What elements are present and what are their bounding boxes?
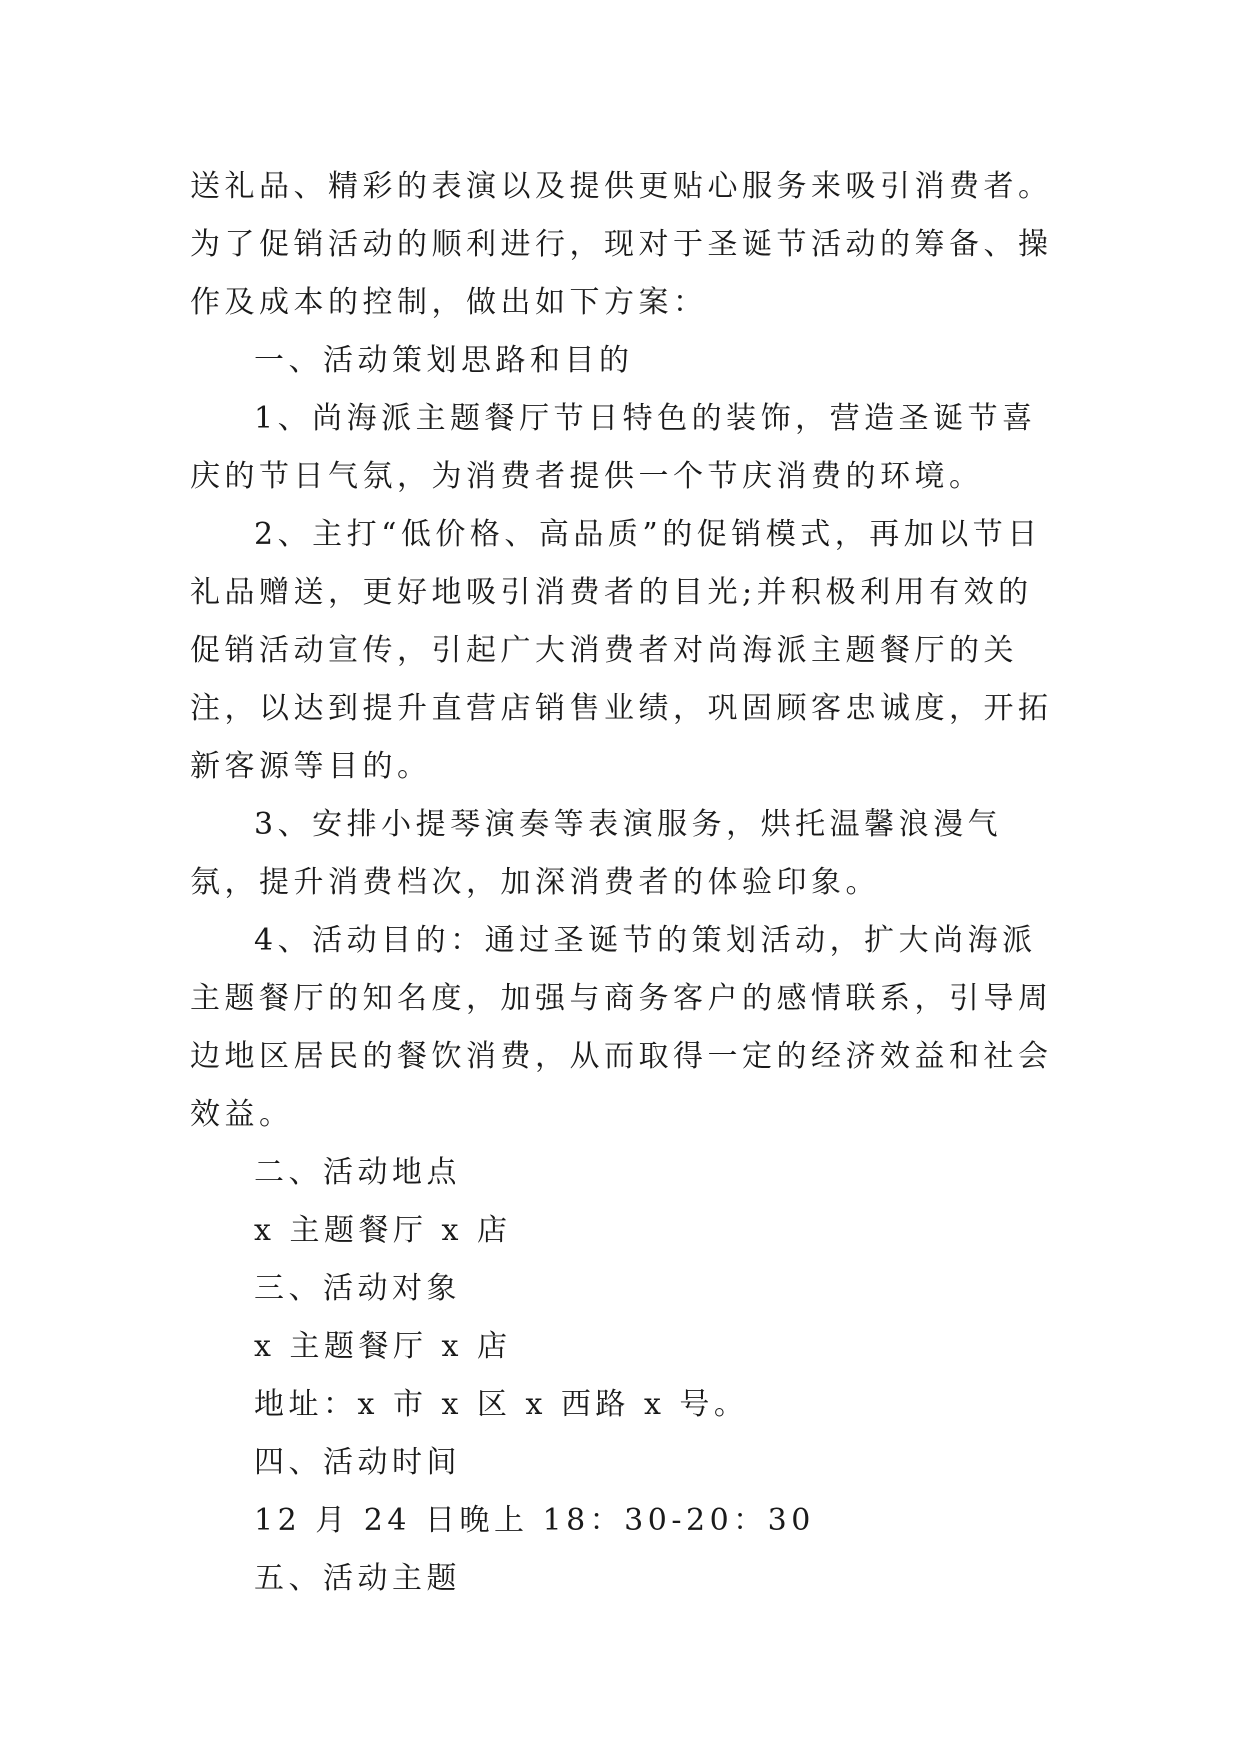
- heading-section-5: 五、活动主题: [254, 1561, 461, 1596]
- paragraph-time: 12 月 24 日晚上 18：30-20：30: [254, 1503, 815, 1538]
- document-body: [190, 158, 1060, 1608]
- paragraph-address: 地址：x 市 x 区 x 西路 x 号。: [254, 1387, 749, 1422]
- heading-section-4: 四、活动时间: [254, 1445, 461, 1480]
- paragraph-item-2: 2、主打“低价格、高品质”的促销模式，再加以节日礼品赠送，更好地吸引消费者的目光;并积极利用有效的促销活动宣传，引起广大消费者对尚海派主题餐厅的关注，以达到提升直营店销售业绩，巩固顾客忠诚度，开拓新客源等目的。: [190, 517, 1053, 784]
- heading-section-3: 三、活动对象: [254, 1271, 461, 1306]
- heading-section-1: 一、活动策划思路和目的: [254, 343, 634, 378]
- paragraph-intro: 送礼品、精彩的表演以及提供更贴心服务来吸引消费者。为了促销活动的顺利进行，现对于圣诞节活动的筹备、操作及成本的控制，做出如下方案：: [190, 169, 1053, 320]
- paragraph-location: x 主题餐厅 x 店: [254, 1213, 512, 1248]
- paragraph-item-4: 4、活动目的：通过圣诞节的策划活动，扩大尚海派主题餐厅的知名度，加强与商务客户的感情联系，引导周边地区居民的餐饮消费，从而取得一定的经济效益和社会效益。: [190, 923, 1053, 1132]
- heading-section-2: 二、活动地点: [254, 1155, 461, 1190]
- paragraph-item-1: 1、尚海派主题餐厅节日特色的装饰，营造圣诞节喜庆的节日气氛，为消费者提供一个节庆消费的环境。: [190, 401, 1037, 494]
- paragraph-item-3: 3、安排小提琴演奏等表演服务，烘托温馨浪漫气氛，提升消费档次，加深消费者的体验印象。: [190, 807, 1003, 900]
- paragraph-target: x 主题餐厅 x 店: [254, 1329, 512, 1364]
